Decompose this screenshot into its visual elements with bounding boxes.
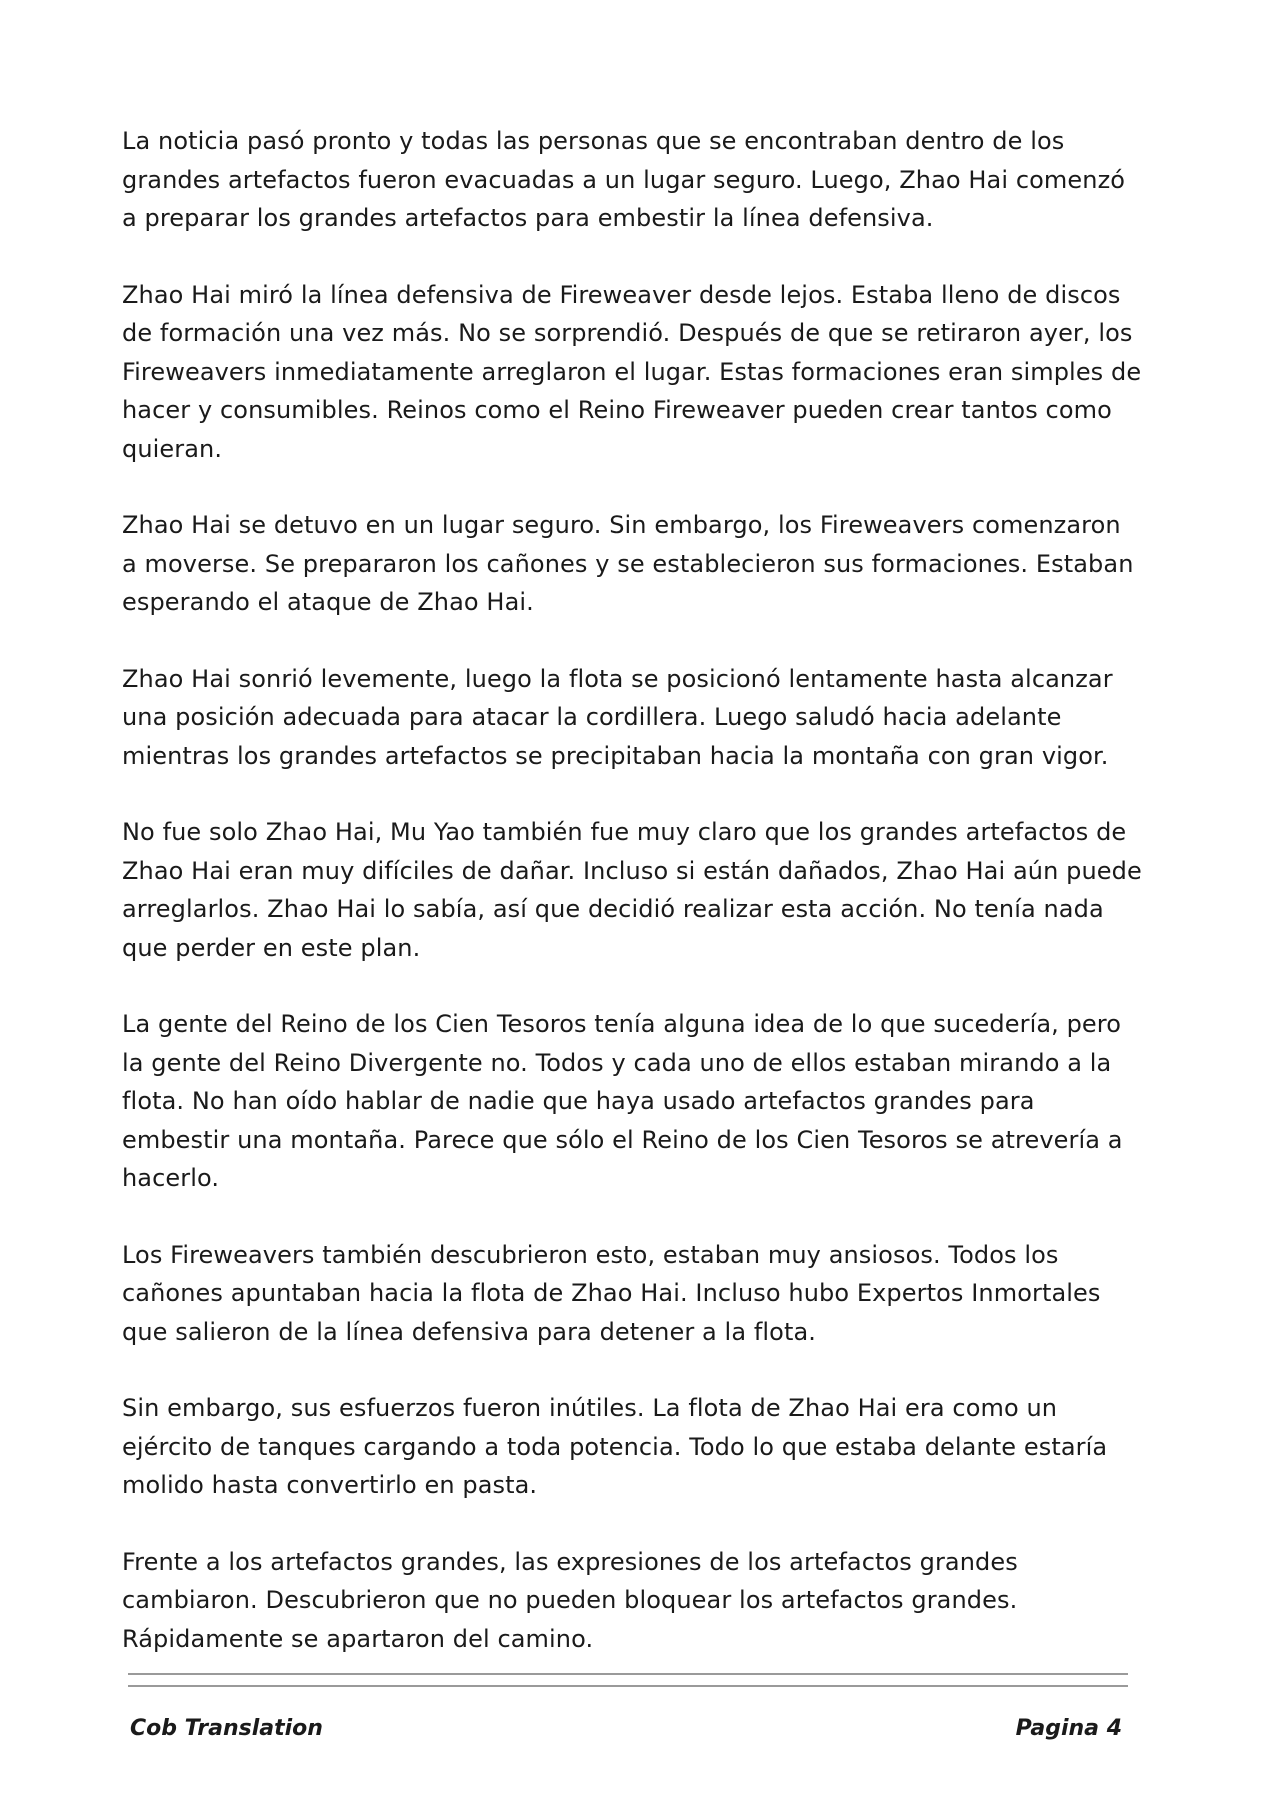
- paragraph-1: La noticia pasó pronto y todas las personas que se encontraban dentro de los grandes artefactos fueron evacuadas a un lugar seguro. Luego, Zhao Hai comenzó a preparar los grandes artefactos para embestir la línea defensiva.: [122, 127, 1126, 232]
- document-body: [122, 122, 1142, 1696]
- paragraph-4: Zhao Hai sonrió levemente, luego la flota se posicionó lentamente hasta alcanzar una posición adecuada para atacar la cordillera. Luego saludó hacia adelante mientras los grandes artefactos se precipitaban hacia la montaña con gran vigor.: [122, 664, 1113, 770]
- paragraph-7: Los Fireweavers también descubrieron esto, estaban muy ansiosos. Todos los cañones apuntaban hacia la flota de Zhao Hai. Incluso hubo Expertos Inmortales que salieron de la línea defensiva para detener a la flota.: [122, 1240, 1101, 1346]
- paragraph-5: No fue solo Zhao Hai, Mu Yao también fue muy claro que los grandes artefactos de Zhao Hai eran muy difíciles de dañar. Incluso si están dañados, Zhao Hai aún puede arreglarlos. Zhao Hai lo sabía, así que decidió realizar esta acción. No tenía nada que perder en este plan.: [122, 818, 1142, 962]
- paragraph-2: Zhao Hai miró la línea defensiva de Fireweaver desde lejos. Estaba lleno de discos de formación una vez más. No se sorprendió. Después de que se retiraron ayer, los Fireweavers inmediatamente arreglaron el lugar. Estas formaciones eran simples de hacer y consumibles. Reinos como el Reino Fireweaver pueden crear tantos como quieran.: [122, 280, 1142, 463]
- footer-divider-bottom: [128, 1685, 1128, 1687]
- paragraph-8: Sin embargo, sus esfuerzos fueron inútiles. La flota de Zhao Hai era como un ejército de tanques cargando a toda potencia. Todo lo que estaba delante estaría molido hasta convertirlo en pasta.: [122, 1394, 1108, 1499]
- footer-translator-credit: Cob Translation: [130, 1716, 323, 1741]
- paragraph-6: La gente del Reino de los Cien Tesoros tenía alguna idea de lo que sucedería, pero la gente del Reino Divergente no. Todos y cada uno de ellos estaban mirando a la flota. No han oído hablar de nadie que haya usado artefactos grandes para embestir una montaña. Parece que sólo el Reino de los Cien Tesoros se atrevería a hacerlo.: [122, 1010, 1123, 1192]
- footer-page-number: Pagina 4: [1015, 1716, 1122, 1741]
- paragraph-3: Zhao Hai se detuvo en un lugar seguro. Sin embargo, los Fireweavers comenzaron a moverse. Se prepararon los cañones y se establecieron sus formaciones. Estaban esperando el ataque de Zhao Hai.: [122, 511, 1134, 616]
- footer-divider-top: [128, 1673, 1128, 1675]
- paragraph-9: Frente a los artefactos grandes, las expresiones de los artefactos grandes cambiaron. Descubrieron que no pueden bloquear los artefactos grandes. Rápidamente se apartaron del camino.: [122, 1547, 1018, 1653]
